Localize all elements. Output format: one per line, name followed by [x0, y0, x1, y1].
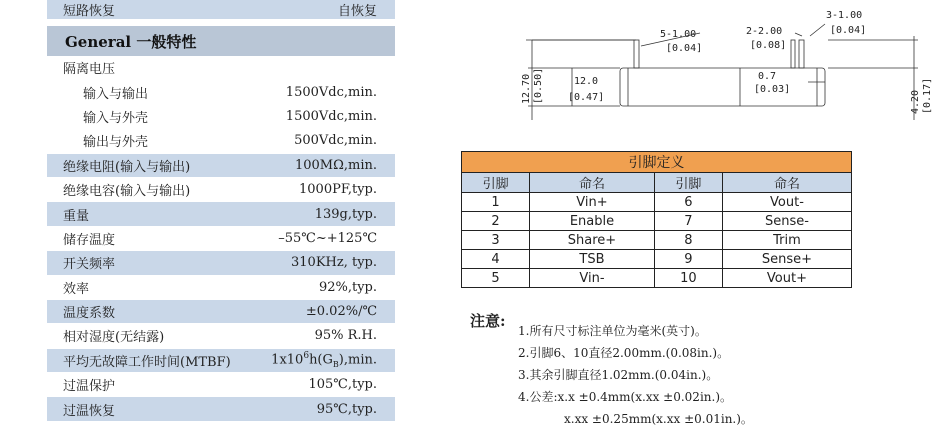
dim-pin-small-in: [0.04] — [830, 25, 867, 36]
spec-row-isolation-out-case: 输出与外壳 500Vdc,min. — [47, 129, 395, 153]
note-line-1: 1.所有尺寸标注单位为毫米(英寸)。 — [518, 324, 707, 338]
mechanical-drawing — [510, 0, 933, 140]
pin-right-1 — [791, 40, 795, 68]
dim-pin-length-in: [0.17] — [922, 77, 933, 114]
spec-row-ot-recovery: 过温恢复 95℃,typ. — [47, 397, 395, 421]
dim-body-height-in: [0.47] — [568, 92, 605, 103]
dim-standoff-in: [0.03] — [754, 84, 791, 95]
spec-row-mtbf: 平均无故障工作时间(MTBF) $1x10^6h(G_B),\min$. — [47, 349, 395, 373]
spec-row-short-recovery: 短路恢复 自恢复 — [47, 0, 395, 20]
note-line-3: 3.其余引脚直径1.02mm.(0.04in.)。 — [518, 368, 719, 382]
spec-row-isolation: 隔离电压 — [47, 56, 395, 80]
dim-total-height-in: [0.50] — [533, 67, 544, 104]
spec-row-insulation-resistance: 绝缘电阻(输入与输出) 100MΩ,min. — [47, 154, 395, 178]
pin-definition-table — [461, 151, 852, 288]
dim-pin-small-mm: 3-1.00 — [826, 10, 863, 21]
table-row: 4 TSB 9 Sense+ — [462, 250, 852, 269]
table-row: 3 Share+ 8 Trim — [462, 231, 852, 250]
spec-row-otp: 过温保护 105℃,typ. — [47, 373, 395, 397]
spec-row-insulation-capacitance: 绝缘电容(输入与输出) 1000PF,typ. — [47, 178, 395, 202]
mtbf-value: $1x10^6h(G_B),\min$. — [271, 351, 377, 370]
spec-table — [47, 0, 395, 422]
dim-pin-large-in: [0.08] — [750, 40, 787, 51]
table-row: 5 Vin- 10 Vout+ — [462, 269, 852, 288]
table-row: 1 Vin+ 6 Vout- — [462, 193, 852, 212]
spec-row-temp-coefficient: 温度系数 ±0.02%/℃ — [47, 300, 395, 324]
note-line-5: x.xx ±0.25mm(x.xx ±0.01in.)。 — [564, 412, 753, 426]
pin-header-name: 命名 — [722, 173, 851, 193]
spec-row-weight: 重量 139g,typ. — [47, 202, 395, 226]
notes-title: 注意: — [470, 312, 506, 330]
pin-right-2 — [799, 40, 804, 68]
module-body — [620, 68, 825, 106]
dim-pin-dia-mm: 5-1.00 — [660, 29, 697, 40]
spec-row-storage-temp: 储存温度 –55℃~+125℃ — [47, 227, 395, 251]
dim-pin-dia-in: [0.04] — [666, 43, 703, 54]
pin-header-pin: 引脚 — [462, 173, 530, 193]
dim-standoff-mm: 0.7 — [758, 71, 777, 82]
spec-row-isolation-in-out: 输入与输出 1500Vdc,min. — [47, 80, 395, 104]
note-line-2: 2.引脚6、10直径2.00mm.(0.08in.)。 — [518, 346, 730, 360]
spec-row-humidity: 相对湿度(无结露) 95% R.H. — [47, 324, 395, 348]
spec-row-isolation-in-case: 输入与外壳 1500Vdc,min. — [47, 105, 395, 129]
dim-pin-large-mm: 2-2.00 — [746, 26, 783, 37]
section-title-general: General 一般特性 — [47, 26, 395, 56]
pin-header-name: 命名 — [530, 173, 655, 193]
dim-pin-length-mm: 4.20 — [910, 89, 921, 114]
table-row: 2 Enable 7 Sense- — [462, 212, 852, 231]
note-line-4: 4.公差:x.x ±0.4mm(x.xx ±0.02in.)。 — [518, 390, 733, 404]
dim-body-height-mm: 12.0 — [574, 76, 599, 87]
pin-header-pin: 引脚 — [654, 173, 722, 193]
dim-total-height-mm: 12.70 — [521, 73, 532, 104]
pin-left — [634, 40, 639, 68]
spec-row-switching-freq: 开关频率 310KHz, typ. — [47, 251, 395, 275]
spec-row-efficiency: 效率 92%,typ. — [47, 276, 395, 300]
pin-table-title: 引脚定义 — [462, 152, 852, 173]
